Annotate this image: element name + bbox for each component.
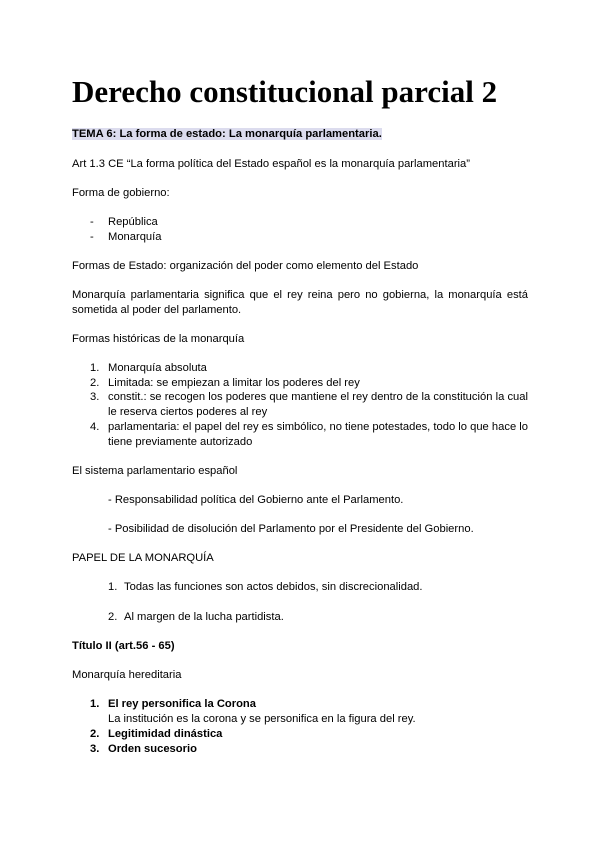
list-item-text: parlamentaria: el papel del rey es simbólico, no tiene potestades, todo lo que hace lo tiene previamente autorizado (108, 421, 528, 448)
list-number: 3. (90, 391, 100, 403)
list-number: 1. (90, 362, 100, 374)
list-number: 1. (90, 698, 100, 710)
list-item (108, 580, 528, 595)
list-number: 2. (90, 377, 100, 389)
list-item-text: República (108, 216, 158, 228)
list-item (90, 727, 528, 742)
list-item (90, 697, 528, 727)
tema-heading (72, 127, 528, 142)
titulo-ii: Título II (art.56 - 65) (72, 640, 175, 652)
list-number: 1. (108, 581, 118, 593)
list-item-text: Al margen de la lucha partidista. (124, 611, 284, 623)
list-item-text: Limitada: se empiezan a limitar los poderes del rey (108, 377, 360, 389)
list-item-text: constit.: se recogen los poderes que mantiene el rey dentro de la constitución la cual le reserva ciertos poderes al rey (108, 391, 528, 418)
papel-monarquia-label: PAPEL DE LA MONARQUÍA (72, 552, 214, 564)
dash-bullet: - (90, 216, 94, 228)
list-item-text: La institución es la corona y se personifica en la figura del rey. (108, 713, 416, 725)
sistema-item: - Responsabilidad política del Gobierno ante el Parlamento. (108, 494, 404, 506)
list-number: 2. (90, 728, 100, 740)
list-number: 2. (108, 611, 118, 623)
dash-bullet: - (90, 231, 94, 243)
monarquia-hereditaria-label: Monarquía hereditaria (72, 669, 182, 681)
list-item-title: El rey personifica la Corona (108, 698, 256, 710)
list-item-text: Todas las funciones son actos debidos, sin discrecionalidad. (124, 581, 423, 593)
list-number: 3. (90, 743, 100, 755)
forma-gobierno-label: Forma de gobierno: (72, 187, 170, 199)
art-quote: Art 1.3 CE “La forma política del Estado español es la monarquía parlamentaria” (72, 158, 470, 170)
list-number: 4. (90, 421, 100, 433)
formas-historicas-label: Formas históricas de la monarquía (72, 333, 245, 345)
page-title: Derecho constitucional parcial 2 (72, 74, 498, 109)
list-item (108, 610, 528, 625)
list-item (90, 742, 528, 757)
list-item-title: Orden sucesorio (108, 743, 197, 755)
list-item (90, 230, 520, 245)
list-item-text: Monarquía (108, 231, 162, 243)
sistema-parlamentario-label: El sistema parlamentario español (72, 465, 238, 477)
tema-heading-text: TEMA 6: La forma de estado: La monarquía parlamentaria. (72, 128, 382, 140)
formas-estado: Formas de Estado: organización del poder como elemento del Estado (72, 260, 419, 272)
list-item (90, 215, 520, 230)
list-item-text: Monarquía absoluta (108, 362, 207, 374)
list-item (90, 390, 528, 420)
list-item (90, 376, 528, 391)
list-item-title: Legitimidad dinástica (108, 728, 223, 740)
monarquia-definicion: Monarquía parlamentaria significa que el rey reina pero no gobierna, la monarquía está sometida al poder del parlamento. (72, 289, 528, 316)
list-item (90, 361, 528, 376)
list-item (90, 420, 528, 450)
sistema-item: - Posibilidad de disolución del Parlamento por el Presidente del Gobierno. (108, 523, 474, 535)
